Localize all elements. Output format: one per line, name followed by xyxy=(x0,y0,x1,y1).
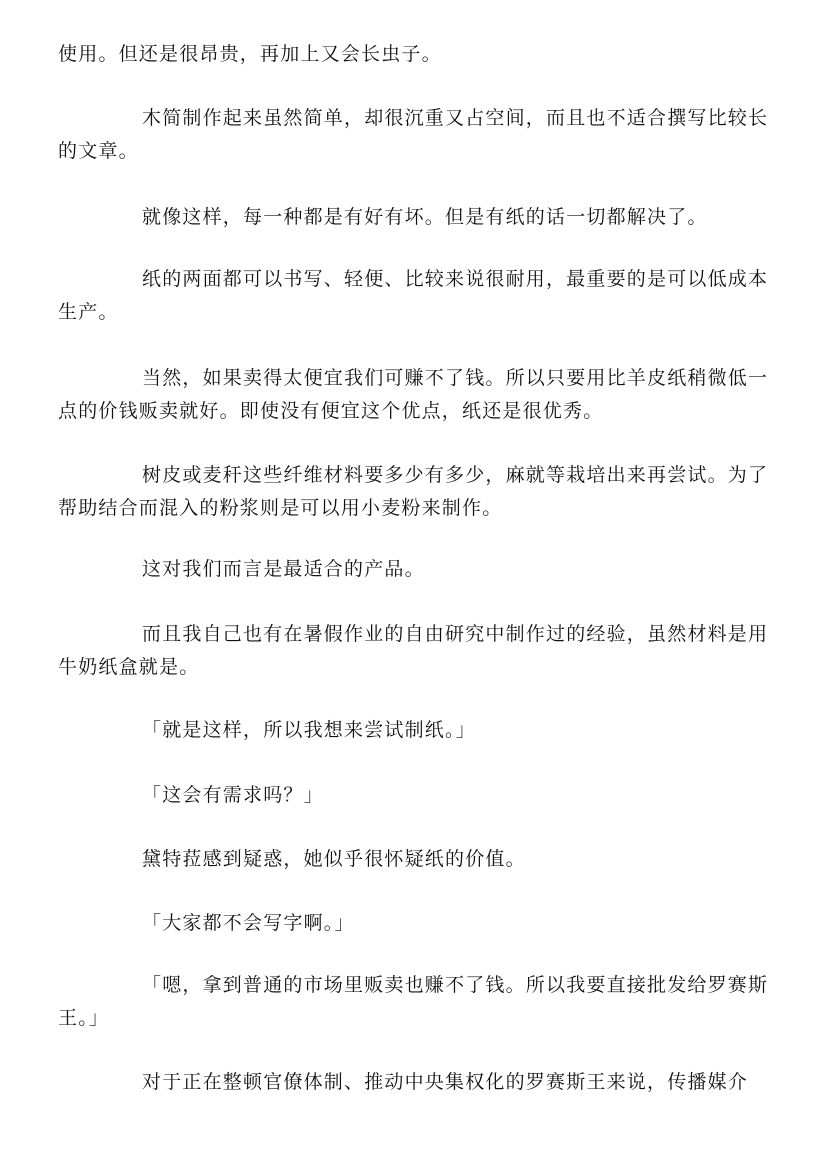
dialogue-line: 「这会有需求吗？」 xyxy=(142,784,324,806)
paragraph-doubt: 黛特菈感到疑惑，她似乎很怀疑纸的价值。 xyxy=(142,848,526,870)
dialogue-line: 「大家都不会写字啊。」 xyxy=(142,912,355,934)
paragraph-wooden-slips: 木简制作起来虽然简单，却很沉重又占空间，而且也不适合撰写比较长的文章。 xyxy=(58,107,769,162)
paragraph-paper-benefits: 纸的两面都可以书写、轻便、比较来说很耐用，最重要的是可以低成本生产。 xyxy=(58,268,769,323)
paragraph-materials: 树皮或麦秆这些纤维材料要多少有多少，麻就等栽培出来再尝试。为了帮助结合而混入的粉浆则是可以用小麦粉来制作。 xyxy=(58,464,769,519)
dialogue-line: 「就是这样，所以我想来尝试制纸。」 xyxy=(142,719,476,741)
dialogue-line: 「嗯，拿到普通的市场里贩卖也赚不了钱。所以我要直接批发给罗赛斯王。」 xyxy=(58,974,769,1029)
paragraph-best-product: 这对我们而言是最适合的产品。 xyxy=(142,558,425,580)
paragraph-continuation: 使用。但还是很昂贵，再加上又会长虫子。 xyxy=(58,43,442,65)
paragraph-pricing: 当然，如果卖得太便宜我们可赚不了钱。所以只要用比羊皮纸稍微低一点的价钱贩卖就好。即使没有便宜这个优点，纸还是很优秀。 xyxy=(58,367,769,422)
paragraph-pros-and-cons: 就像这样，每一种都是有好有坏。但是有纸的话一切都解决了。 xyxy=(142,206,708,228)
paragraph-experience: 而且我自己也有在暑假作业的自由研究中制作过的经验，虽然材料是用牛奶纸盒就是。 xyxy=(58,623,769,678)
paragraph-king-media: 对于正在整顿官僚体制、推动中央集权化的罗赛斯王来说，传播媒介 xyxy=(142,1071,749,1093)
